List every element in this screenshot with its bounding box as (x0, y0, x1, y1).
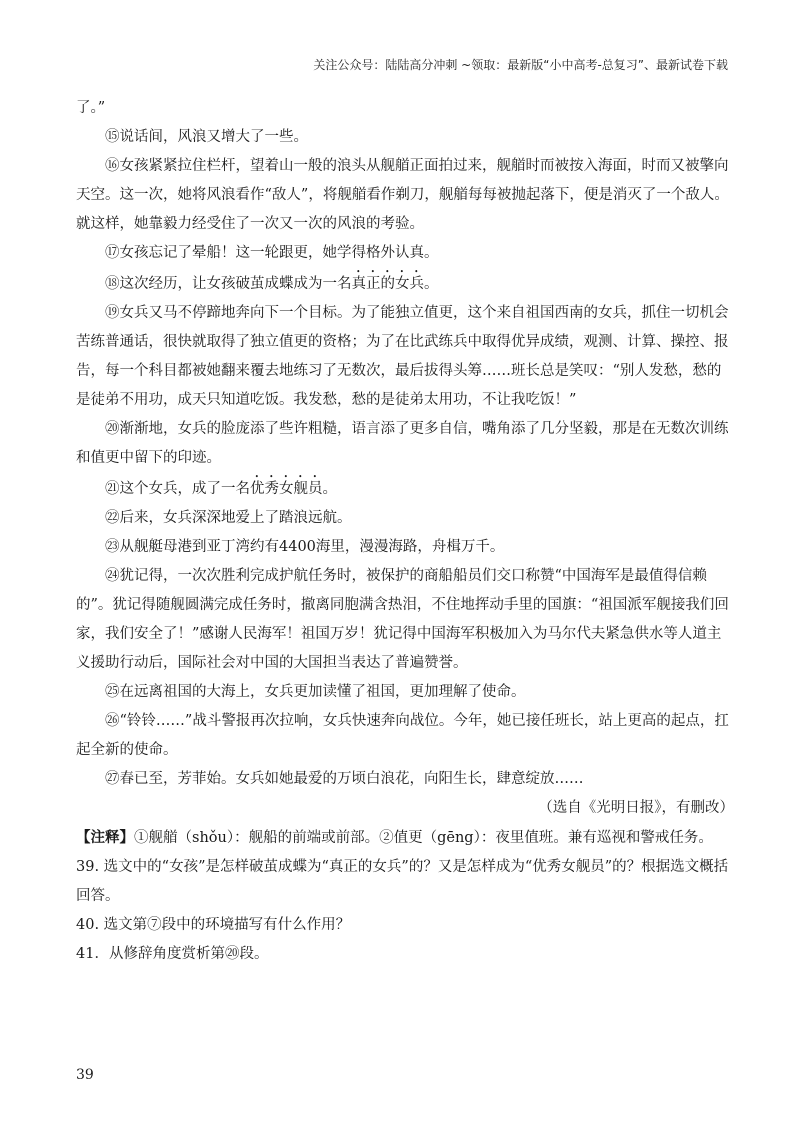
paragraph-20: ⑳渐渐地，女兵的脸庞添了些许粗糙，语言添了更多自信，嘴角添了几分坚毅，那是在无数次训练和值更中留下的印迹。 (76, 421, 729, 466)
paragraph-21-text: ㉑这个女兵，成了一名 (105, 481, 250, 497)
paragraph-18 (76, 268, 734, 299)
question-40: 40. 选文第⑦段中的环境描写有什么作用？ (76, 917, 351, 933)
paragraph-26: ㉖“铃铃……”战斗警报再次拉响，女兵快速奔向战位。今年，她已接任班长，站上更高的起点，扛起全新的使命。 (76, 713, 729, 758)
source-citation: （选自《光明日报》，有删改） (538, 800, 734, 816)
paragraph-21-end: 。 (322, 481, 337, 497)
emphasized-phrase: 真正的女兵 (351, 276, 424, 292)
annotation (76, 823, 734, 853)
annotation-label: 【注释】 (76, 829, 134, 846)
paragraph-21 (76, 473, 734, 504)
paragraph-19: ⑲女兵又马不停蹄地奔向下一个目标。为了能独立值更，这个来自祖国西南的女兵，抓住一切机会苦练普通话，很快就取得了独立值更的资格；为了在比武练兵中取得优异成绩，观测、计算、操控、报告，每一个科目都被她翻来覆去地练习了无数次，最后拔得头筹……班长总是笑叹：“别人发愁，愁的是徒弟不用功，成天只知道吃饭。我发愁，愁的是徒弟太用功，不让我吃饭！” (76, 305, 729, 408)
paragraph-18-end: 。 (424, 276, 439, 292)
page-number: 39 (76, 1067, 94, 1083)
paragraph-27: ㉗春已至，芳菲始。女兵如她最爱的万顷白浪花，向阳生长，肆意绽放…… (105, 771, 584, 787)
article-body (76, 94, 734, 969)
paragraph-25: ㉕在远离祖国的大海上，女兵更加读懂了祖国，更加理解了使命。 (105, 684, 526, 700)
paragraph-18-text: ⑱这次经历，让女孩破茧成蝶成为一名 (105, 276, 352, 292)
paragraph-23: ㉓从舰艇母港到亚丁湾约有4400海里，漫漫海路，舟楫万千。 (105, 539, 505, 555)
emphasized-phrase: 优秀女舰员 (250, 481, 323, 497)
question-39: 39. 选文中的“女孩”是怎样破茧成蝶为“真正的女兵”的？又是怎样成为“优秀女舰员”的？根据选文概括回答。 (76, 859, 729, 904)
annotation-text: ①舰艏（shǒu）：舰船的前端或前部。②值更（gēng）：夜里值班。兼有巡视和警戒任务。 (134, 830, 713, 846)
paragraph-14-tail: 了。” (76, 100, 106, 116)
question-41: 41．从修辞角度赏析第⑳段。 (76, 946, 269, 962)
page-header: 关注公众号：陆陆高分冲刺 ~领取：最新版“小中高考-总复习”、最新试卷下载 (313, 58, 728, 72)
paragraph-22: ㉒后来，女兵深深地爱上了踏浪远航。 (105, 510, 352, 526)
paragraph-15: ⑮说话间，风浪又增大了一些。 (105, 129, 308, 145)
paragraph-17: ⑰女孩忘记了晕船！这一轮跟更，她学得格外认真。 (105, 245, 439, 261)
paragraph-24: ㉔犹记得，一次次胜利完成护航任务时，被保护的商船船员们交口称赞“中国海军是最值得信赖的”。犹记得随舰圆满完成任务时，撤离同胞满含热泪，不住地挥动手里的国旗：“祖国派军舰接我们回家，我们安全了！”感谢人民海军！祖国万岁！犹记得中国海军积极加入为马尔代夫紧急供水等人道主义援助行动后，国际社会对中国的大国担当表达了普遍赞誉。 (76, 568, 729, 671)
paragraph-16: ⑯女孩紧紧拉住栏杆，望着山一般的浪头从舰艏正面拍过来，舰艏时而被按入海面，时而又被擎向天空。这一次，她将风浪看作“敌人”，将舰艏看作剃刀，舰艏每每被抛起落下，便是消灭了一个敌人。就这样，她靠毅力经受住了一次又一次的风浪的考验。 (76, 158, 729, 232)
